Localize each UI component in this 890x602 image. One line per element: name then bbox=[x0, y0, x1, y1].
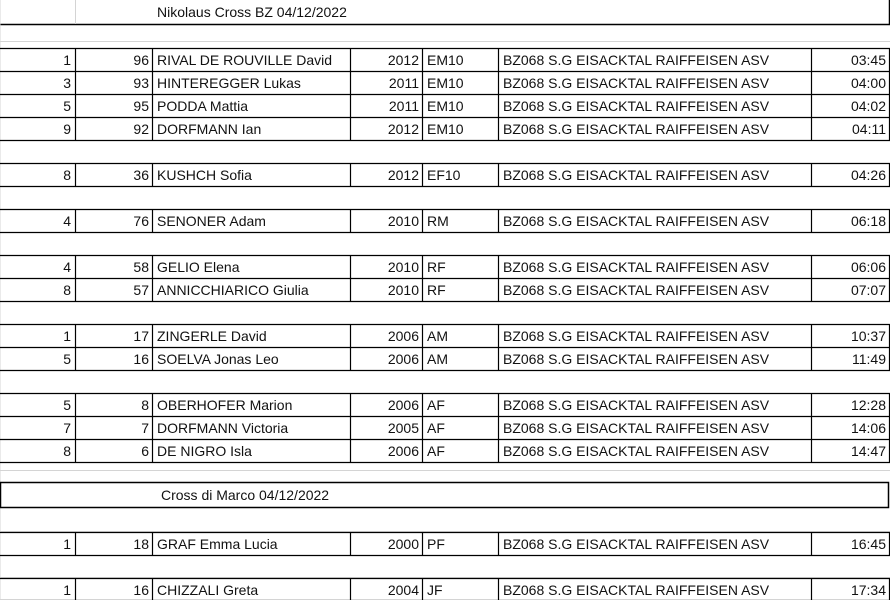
time-cell: 04:26 bbox=[850, 167, 886, 183]
athlete-name-cell: SOELVA Jonas Leo bbox=[157, 351, 279, 367]
category-cell: JF bbox=[427, 582, 443, 598]
place-cell: 4 bbox=[63, 213, 71, 229]
place-cell: 1 bbox=[63, 582, 71, 598]
bib-cell: 76 bbox=[133, 213, 149, 229]
category-cell: AF bbox=[427, 397, 445, 413]
bib-cell: 36 bbox=[133, 167, 149, 183]
club-cell: BZ068 S.G EISACKTAL RAIFFEISEN ASV bbox=[503, 536, 770, 552]
birth-year-cell: 2010 bbox=[387, 213, 419, 229]
event-title-nikolaus: Nikolaus Cross BZ 04/12/2022 bbox=[157, 4, 347, 20]
table-row bbox=[0, 210, 890, 233]
table-row bbox=[0, 256, 890, 279]
place-cell: 5 bbox=[63, 351, 71, 367]
athlete-name-cell: ANNICCHIARICO Giulia bbox=[157, 282, 309, 298]
table-row bbox=[0, 118, 890, 141]
bib-cell: 58 bbox=[133, 259, 149, 275]
club-cell: BZ068 S.G EISACKTAL RAIFFEISEN ASV bbox=[503, 328, 770, 344]
athlete-name-cell: OBERHOFER Marion bbox=[157, 397, 293, 413]
birth-year-cell: 2012 bbox=[387, 167, 419, 183]
table-row bbox=[0, 417, 890, 440]
time-cell: 11:49 bbox=[852, 351, 886, 367]
bib-cell: 6 bbox=[141, 443, 149, 459]
athlete-name-cell: SENONER Adam bbox=[157, 213, 266, 229]
club-cell: BZ068 S.G EISACKTAL RAIFFEISEN ASV bbox=[503, 582, 770, 598]
athlete-name-cell: DORFMANN Ian bbox=[157, 121, 262, 137]
category-cell: AM bbox=[427, 328, 448, 344]
table-row bbox=[0, 95, 890, 118]
athlete-name-cell: CHIZZALI Greta bbox=[157, 582, 259, 598]
place-cell: 7 bbox=[63, 420, 71, 436]
category-cell: EM10 bbox=[427, 52, 464, 68]
time-cell: 04:00 bbox=[850, 75, 886, 91]
place-cell: 4 bbox=[63, 259, 71, 275]
club-cell: BZ068 S.G EISACKTAL RAIFFEISEN ASV bbox=[503, 351, 770, 367]
bib-cell: 95 bbox=[133, 98, 149, 114]
club-cell: BZ068 S.G EISACKTAL RAIFFEISEN ASV bbox=[503, 75, 770, 91]
birth-year-cell: 2006 bbox=[387, 351, 419, 367]
place-cell: 8 bbox=[63, 443, 71, 459]
birth-year-cell: 2006 bbox=[387, 443, 419, 459]
category-cell: RM bbox=[427, 213, 449, 229]
category-cell: EM10 bbox=[427, 98, 464, 114]
club-cell: BZ068 S.G EISACKTAL RAIFFEISEN ASV bbox=[503, 282, 770, 298]
club-cell: BZ068 S.G EISACKTAL RAIFFEISEN ASV bbox=[503, 121, 770, 137]
bib-cell: 92 bbox=[133, 121, 149, 137]
place-cell: 1 bbox=[63, 52, 71, 68]
table-row bbox=[0, 394, 890, 417]
athlete-name-cell: RIVAL DE ROUVILLE David bbox=[157, 52, 333, 68]
club-cell: BZ068 S.G EISACKTAL RAIFFEISEN ASV bbox=[503, 52, 770, 68]
bib-cell: 7 bbox=[141, 420, 149, 436]
athlete-name-cell: GRAF Emma Lucia bbox=[157, 536, 278, 552]
place-cell: 5 bbox=[63, 397, 71, 413]
athlete-name-cell: ZINGERLE David bbox=[157, 328, 267, 344]
bib-cell: 16 bbox=[133, 582, 149, 598]
club-cell: BZ068 S.G EISACKTAL RAIFFEISEN ASV bbox=[503, 98, 770, 114]
birth-year-cell: 2012 bbox=[387, 52, 419, 68]
place-cell: 9 bbox=[63, 121, 71, 137]
club-cell: BZ068 S.G EISACKTAL RAIFFEISEN ASV bbox=[503, 213, 770, 229]
time-cell: 06:06 bbox=[850, 259, 886, 275]
birth-year-cell: 2011 bbox=[388, 98, 419, 114]
athlete-name-cell: KUSHCH Sofia bbox=[157, 167, 252, 183]
table-row bbox=[0, 533, 890, 556]
place-cell: 5 bbox=[63, 98, 71, 114]
table-row bbox=[0, 579, 890, 602]
time-cell: 17:34 bbox=[850, 582, 886, 598]
bib-cell: 57 bbox=[133, 282, 149, 298]
club-cell: BZ068 S.G EISACKTAL RAIFFEISEN ASV bbox=[503, 420, 770, 436]
category-cell: RF bbox=[427, 259, 446, 275]
bib-cell: 8 bbox=[141, 397, 149, 413]
bib-cell: 93 bbox=[133, 75, 149, 91]
birth-year-cell: 2006 bbox=[387, 397, 419, 413]
birth-year-cell: 2006 bbox=[387, 328, 419, 344]
time-cell: 12:28 bbox=[850, 397, 886, 413]
place-cell: 8 bbox=[63, 167, 71, 183]
birth-year-cell: 2004 bbox=[387, 582, 419, 598]
category-cell: AM bbox=[427, 351, 448, 367]
club-cell: BZ068 S.G EISACKTAL RAIFFEISEN ASV bbox=[503, 397, 770, 413]
category-cell: EM10 bbox=[427, 75, 464, 91]
table-row bbox=[0, 348, 890, 371]
category-cell: RF bbox=[427, 282, 446, 298]
club-cell: BZ068 S.G EISACKTAL RAIFFEISEN ASV bbox=[503, 443, 770, 459]
birth-year-cell: 2010 bbox=[387, 282, 419, 298]
category-cell: PF bbox=[427, 536, 445, 552]
category-cell: EM10 bbox=[427, 121, 464, 137]
category-cell: AF bbox=[427, 420, 445, 436]
place-cell: 8 bbox=[63, 282, 71, 298]
time-cell: 07:07 bbox=[850, 282, 886, 298]
birth-year-cell: 2010 bbox=[387, 259, 419, 275]
table-row bbox=[0, 72, 890, 95]
birth-year-cell: 2012 bbox=[387, 121, 419, 137]
athlete-name-cell: PODDA Mattia bbox=[157, 98, 249, 114]
place-cell: 1 bbox=[63, 328, 71, 344]
club-cell: BZ068 S.G EISACKTAL RAIFFEISEN ASV bbox=[503, 167, 770, 183]
time-cell: 14:47 bbox=[850, 443, 886, 459]
birth-year-cell: 2005 bbox=[387, 420, 419, 436]
time-cell: 03:45 bbox=[850, 52, 886, 68]
place-cell: 1 bbox=[63, 536, 71, 552]
table-row bbox=[0, 279, 890, 302]
bib-cell: 96 bbox=[133, 52, 149, 68]
place-cell: 3 bbox=[63, 75, 71, 91]
table-row bbox=[0, 440, 890, 463]
club-cell: BZ068 S.G EISACKTAL RAIFFEISEN ASV bbox=[503, 259, 770, 275]
bib-cell: 16 bbox=[133, 351, 149, 367]
athlete-name-cell: DE NIGRO Isla bbox=[157, 443, 252, 459]
time-cell: 14:06 bbox=[850, 420, 886, 436]
category-cell: AF bbox=[427, 443, 445, 459]
bib-cell: 17 bbox=[133, 328, 149, 344]
table-row bbox=[0, 325, 890, 348]
table-row bbox=[0, 164, 890, 187]
time-cell: 06:18 bbox=[850, 213, 886, 229]
bib-cell: 18 bbox=[133, 536, 149, 552]
birth-year-cell: 2000 bbox=[387, 536, 419, 552]
time-cell: 16:45 bbox=[850, 536, 886, 552]
athlete-name-cell: GELIO Elena bbox=[157, 259, 240, 275]
event-title-cross-di-marco: Cross di Marco 04/12/2022 bbox=[161, 487, 330, 503]
time-cell: 04:11 bbox=[852, 121, 886, 137]
birth-year-cell: 2011 bbox=[388, 75, 419, 91]
time-cell: 10:37 bbox=[850, 328, 886, 344]
table-row bbox=[0, 49, 890, 72]
time-cell: 04:02 bbox=[850, 98, 886, 114]
athlete-name-cell: HINTEREGGER Lukas bbox=[157, 75, 301, 91]
category-cell: EF10 bbox=[427, 167, 461, 183]
athlete-name-cell: DORFMANN Victoria bbox=[157, 420, 289, 436]
